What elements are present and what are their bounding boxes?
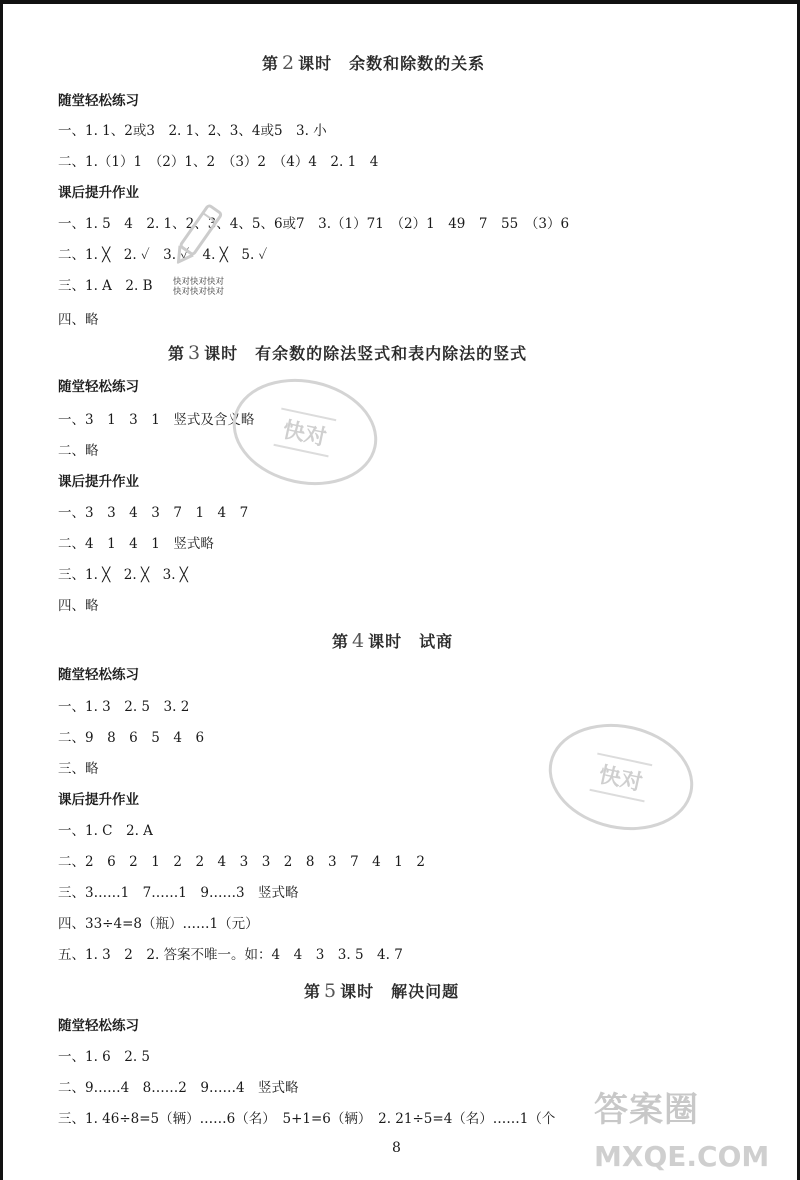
lesson-2-title-text: 课时 余数和除数的关系	[298, 54, 486, 73]
lesson-3-practice-heading: 随堂轻松练习	[58, 379, 139, 395]
lesson-4-answer-7: 四、33÷4=8（瓶）……1（元）	[58, 916, 259, 932]
lesson-3-title	[168, 342, 527, 365]
lesson-4-title-text: 课时 试商	[368, 632, 454, 651]
lesson-3-answer-6: 四、略	[58, 598, 99, 614]
lesson-3-homework-heading: 课后提升作业	[58, 474, 139, 490]
lesson-5-title-prefix: 第	[304, 982, 322, 1001]
lesson-4-number: 4	[352, 630, 366, 652]
lesson-2-answer-3: 一、1. 5 4 2. 1、2、3、4、5、6或7 3.（1）71 （2）1 49 7 55 （3）6	[58, 216, 570, 232]
scan-border-top	[0, 0, 800, 4]
small-stamp-note	[173, 277, 224, 297]
lesson-2-answer-1: 一、1. 1、2或3 2. 1、2、3、4或5 3. 小	[58, 123, 327, 139]
lesson-3-answer-5: 三、1. ╳ 2. ╳ 3. ╳	[58, 567, 188, 583]
stamp-watermark-1	[223, 366, 387, 498]
lesson-3-answer-4: 二、4 1 4 1 竖式略	[58, 536, 214, 552]
lesson-2-answer-6: 四、略	[58, 312, 99, 328]
lesson-5-number: 5	[324, 980, 338, 1002]
stamp-watermark-2	[539, 711, 703, 843]
site-watermark-url: MXQE.COM	[594, 1140, 770, 1173]
small-note-line-1: 快对快对快对	[173, 277, 225, 287]
lesson-4-answer-1: 一、1. 3 2. 5 3. 2	[58, 699, 190, 715]
lesson-5-answer-3: 三、1. 46÷8=5（辆）……6（名） 5+1=6（辆） 2. 21÷5=4（名）……1（个	[58, 1111, 556, 1127]
lesson-2-number: 2	[282, 52, 296, 74]
lesson-4-title	[332, 630, 453, 653]
lesson-2-title-prefix: 第	[262, 54, 280, 73]
lesson-4-homework-heading: 课后提升作业	[58, 792, 139, 808]
lesson-4-practice-heading: 随堂轻松练习	[58, 667, 139, 683]
lesson-3-title-prefix: 第	[168, 344, 186, 363]
stamp-text-2: 快对	[590, 752, 653, 802]
site-watermark: 答案圈	[594, 1090, 699, 1130]
lesson-2-title	[262, 52, 485, 75]
lesson-5-title-text: 课时 解决问题	[340, 982, 460, 1001]
lesson-2-answer-2: 二、1.（1）1 （2）1、2 （3）2 （4）4 2. 1 4	[58, 154, 379, 170]
lesson-4-title-prefix: 第	[332, 632, 350, 651]
lesson-4-answer-3: 三、略	[58, 761, 99, 777]
lesson-4-answer-4: 一、1. C 2. A	[58, 823, 153, 839]
lesson-3-answer-1: 一、3 1 3 1 竖式及含义略	[58, 412, 255, 428]
page-number: 8	[392, 1140, 401, 1156]
lesson-5-answer-2: 二、9……4 8……2 9……4 竖式略	[58, 1080, 299, 1096]
lesson-2-homework-heading: 课后提升作业	[58, 185, 139, 201]
lesson-4-answer-5: 二、2 6 2 1 2 2 4 3 3 2 8 3 7 4 1 2	[58, 854, 425, 870]
lesson-3-number: 3	[188, 342, 202, 364]
lesson-2-practice-heading: 随堂轻松练习	[58, 93, 139, 109]
lesson-5-practice-heading: 随堂轻松练习	[58, 1018, 139, 1034]
lesson-2-answer-5: 三、1. A 2. B	[58, 278, 153, 294]
lesson-4-answer-8: 五、1. 3 2 2. 答案不唯一。如：4 4 3 3. 5 4. 7	[58, 947, 403, 963]
lesson-3-title-text: 课时 有余数的除法竖式和表内除法的竖式	[204, 344, 528, 363]
lesson-2-answer-4: 二、1. ╳ 2. ✓ 3. ✓ 4. ╳ 5. ✓	[58, 247, 268, 263]
lesson-5-answer-1: 一、1. 6 2. 5	[58, 1049, 151, 1065]
small-note-line-2: 快对快对快对	[173, 287, 225, 297]
lesson-3-answer-2: 二、略	[58, 443, 99, 459]
lesson-3-answer-3: 一、3 3 4 3 7 1 4 7	[58, 505, 249, 521]
lesson-5-title	[304, 980, 459, 1003]
scan-border-left	[0, 0, 3, 1180]
stamp-text-1: 快对	[274, 407, 337, 457]
lesson-4-answer-6: 三、3……1 7……1 9……3 竖式略	[58, 885, 299, 901]
lesson-4-answer-2: 二、9 8 6 5 4 6	[58, 730, 205, 746]
